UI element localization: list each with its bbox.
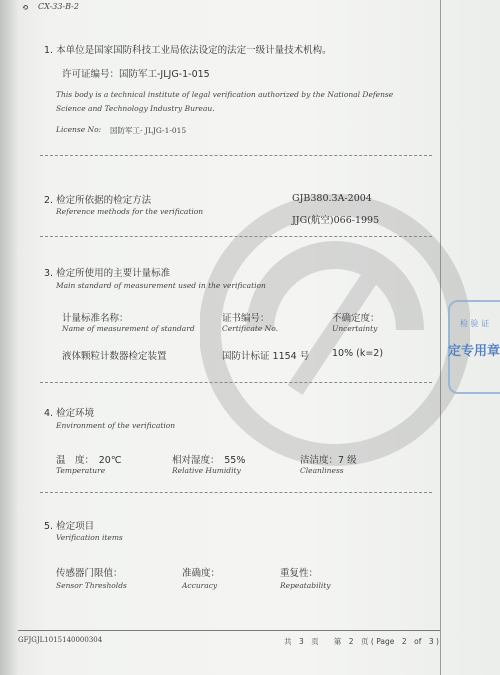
reference-method-2: JJG(航空)066-1995: [292, 215, 380, 226]
section4-en: Environment of the verification: [56, 421, 176, 430]
reference-method-1: GJB380.3A-2004: [292, 193, 372, 204]
certificate-no-header: 证书编号：: [222, 313, 270, 324]
divider: [40, 155, 432, 156]
divider: [40, 236, 432, 237]
cleanliness-value: 洁洁度：7 级: [300, 455, 357, 466]
uncertainty-header-en: Uncertainty: [332, 324, 378, 333]
section5-title: 5. 检定项目: [44, 521, 95, 532]
section2-en: Reference methods for the verification: [56, 207, 204, 216]
license-number-cn: 许可证编号：国防军工-JLJG-1-015: [62, 69, 210, 80]
section1-en-line2: Science and Technology Industry Bureau.: [56, 104, 215, 113]
uncertainty-header: 不确定度：: [332, 313, 380, 324]
repeatability-label: 重复性：: [280, 568, 319, 579]
uncertainty-value: 10% (k=2): [332, 348, 384, 359]
cleanliness-label-en: Cleanliness: [300, 466, 344, 475]
accuracy-label: 准确度：: [182, 568, 221, 579]
stamp-top-text: 检 验 证: [460, 319, 490, 328]
standard-name-value: 液体颗粒计数器检定装置: [62, 351, 167, 362]
accuracy-label-en: Accuracy: [182, 581, 218, 590]
standard-name-header-en: Name of measurement of standard: [62, 324, 195, 333]
humidity-label-en: Relative Humidity: [172, 466, 241, 475]
license-label: License No:: [56, 125, 102, 134]
form-code: CX-33-B-2: [38, 2, 79, 11]
section5-en: Verification items: [56, 533, 123, 542]
divider: [40, 492, 432, 493]
sensor-threshold-label: 传感器门限值：: [56, 568, 123, 579]
certificate-no-value: 国防计标证 1154 号: [222, 351, 310, 362]
humidity-value: 相对湿度： 55%: [172, 455, 246, 466]
license-value: 国防军工- JLJG-1-015: [110, 126, 187, 135]
sensor-threshold-label-en: Sensor Thresholds: [56, 581, 127, 590]
page-indicator: 共 3 页 第 2 页 ( Page 2 of 3 ): [284, 637, 439, 646]
repeatability-label-en: Repeatability: [280, 581, 331, 590]
section3-title: 3. 检定所使用的主要计量标准: [44, 268, 171, 279]
section1-title: 1. 本单位是国家国防科技工业局依法设定的法定一级计量技术机构。: [44, 45, 332, 56]
divider: [40, 382, 432, 383]
section4-title: 4. 检定环境: [44, 408, 95, 419]
standard-name-header: 计量标准名称：: [62, 313, 129, 324]
form-code-icon: ⟲: [22, 2, 29, 12]
temperature-value: 温 度： 20℃: [56, 455, 122, 466]
temperature-label-en: Temperature: [56, 466, 106, 475]
certificate-id: GFJGJL1015140000304: [18, 636, 103, 644]
footer-rule: [18, 630, 440, 631]
section2-title: 2. 检定所依据的检定方法: [44, 195, 152, 206]
section1-en-line1: This body is a technical institute of legal verification authorized by the National Defense: [56, 90, 394, 99]
section3-en: Main standard of measurement used in the verification: [56, 281, 266, 290]
stamp-text: 定专用章: [448, 344, 500, 359]
certificate-no-header-en: Certificate No.: [222, 324, 279, 333]
binding-shadow: [0, 0, 18, 675]
